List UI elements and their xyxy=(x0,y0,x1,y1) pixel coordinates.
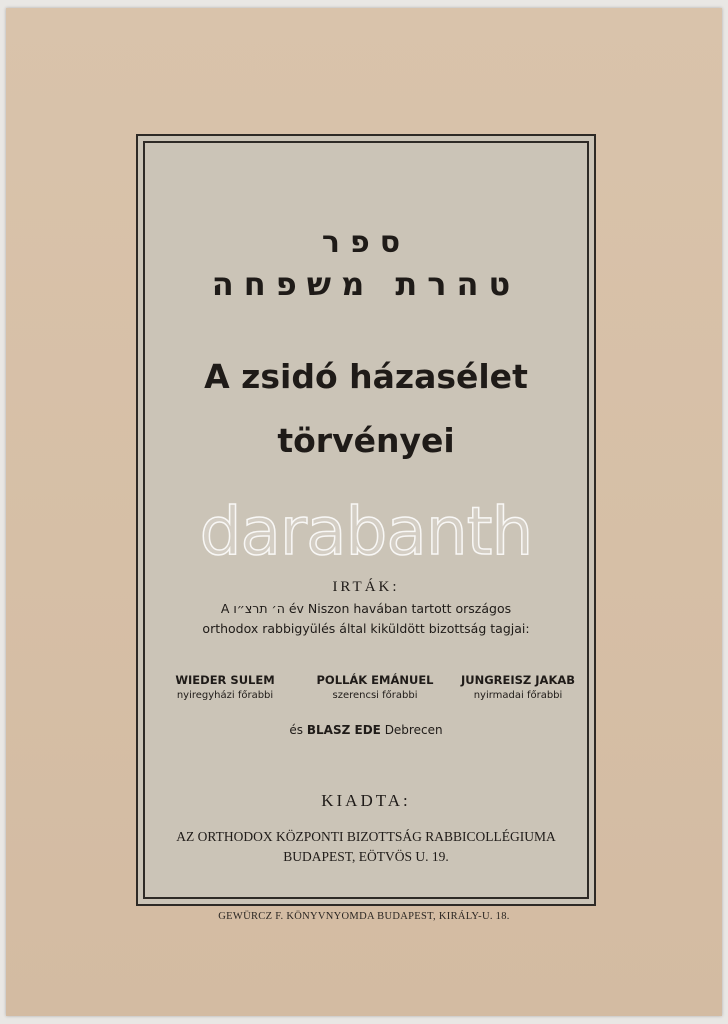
cover-inner-frame xyxy=(143,141,589,899)
printer-imprint: GEWÜRCZ F. KÖNYVNYOMDA BUDAPEST, KIRÁLY-U. 18. xyxy=(218,911,510,922)
hebrew-title-line-2: טהרת משפחה xyxy=(211,265,521,303)
publisher-address: BUDAPEST, EÖTVÖS U. 19. xyxy=(283,849,449,864)
book-cover xyxy=(6,8,722,1016)
author-name: WIEDER SULEM xyxy=(175,673,275,687)
authors-heading: IRTÁK: xyxy=(332,579,400,595)
author-block xyxy=(300,673,450,701)
intro-line-2: orthodox rabbigyülés által kiküldött bizottság tagjai: xyxy=(202,621,530,636)
additional-author-name: BLASZ EDE xyxy=(306,723,381,737)
hebrew-title-line-1: ספר xyxy=(321,225,411,260)
publisher-name: AZ ORTHODOX KÖZPONTI BIZOTTSÁG RABBICOLLÉGIUMA xyxy=(176,829,556,844)
additional-author xyxy=(145,723,587,737)
publisher-heading: KIADTA: xyxy=(321,791,411,810)
author-name: JUNGREISZ JAKAB xyxy=(460,673,576,687)
intro-line-1: A ה׳ תרצ״ו év Niszon havában tartott országos xyxy=(220,601,512,616)
author-role: nyiregyházi főrabbi xyxy=(176,690,274,701)
author-name: POLLÁK EMÁNUEL xyxy=(316,673,434,687)
additional-author-prefix: és xyxy=(289,723,304,737)
main-title-line-2: törvényei xyxy=(277,421,455,460)
author-role: nyirmadai főrabbi xyxy=(473,690,563,701)
cover-frame xyxy=(136,134,596,906)
main-title-line-1: A zsidó házasélet xyxy=(204,357,528,396)
author-block xyxy=(150,673,300,701)
author-role: szerencsi főrabbi xyxy=(332,690,418,701)
author-block xyxy=(443,673,593,701)
additional-author-city: Debrecen xyxy=(384,723,443,737)
watermark: darabanth xyxy=(199,493,533,570)
